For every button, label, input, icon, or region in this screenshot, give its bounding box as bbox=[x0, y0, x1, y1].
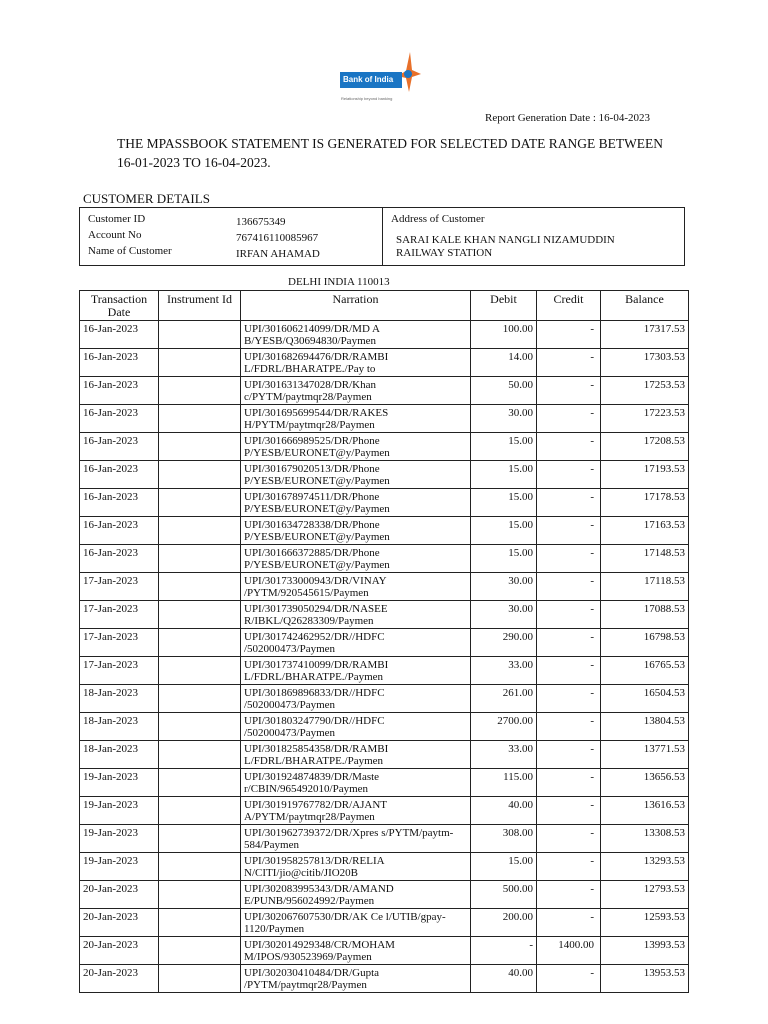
header-narration: Narration bbox=[241, 291, 471, 321]
table-row bbox=[80, 321, 689, 349]
credit: - bbox=[537, 657, 601, 685]
transaction-date: 17-Jan-2023 bbox=[80, 601, 159, 629]
narration-line-1: UPI/302014929348/CR/MOHAM bbox=[244, 939, 395, 951]
table-header-row bbox=[80, 291, 689, 321]
narration-line-1: UPI/301695699544/DR/RAKES bbox=[244, 407, 389, 419]
credit: - bbox=[537, 377, 601, 405]
bank-logo bbox=[340, 46, 424, 112]
instrument-id bbox=[159, 573, 241, 601]
narration-line-2: 1120/Paymen bbox=[244, 923, 305, 935]
debit: 40.00 bbox=[471, 797, 537, 825]
credit: - bbox=[537, 741, 601, 769]
narration bbox=[241, 601, 471, 629]
debit: 33.00 bbox=[471, 657, 537, 685]
debit: 290.00 bbox=[471, 629, 537, 657]
customer-name-label: Name of Customer bbox=[88, 245, 172, 257]
table-row bbox=[80, 517, 689, 545]
credit: - bbox=[537, 965, 601, 993]
credit: - bbox=[537, 601, 601, 629]
instrument-id bbox=[159, 657, 241, 685]
narration bbox=[241, 405, 471, 433]
table-row bbox=[80, 769, 689, 797]
transaction-date: 16-Jan-2023 bbox=[80, 377, 159, 405]
narration bbox=[241, 825, 471, 853]
header-instrument-id: Instrument Id bbox=[159, 291, 241, 321]
customer-id-label: Customer ID bbox=[88, 213, 146, 225]
customer-details-heading: CUSTOMER DETAILS bbox=[83, 191, 210, 206]
narration-line-1: UPI/301825854358/DR/RAMBI bbox=[244, 743, 389, 755]
instrument-id bbox=[159, 713, 241, 741]
balance: 13308.53 bbox=[601, 825, 689, 853]
table-row bbox=[80, 573, 689, 601]
narration bbox=[241, 937, 471, 965]
balance: 17303.53 bbox=[601, 349, 689, 377]
balance: 13804.53 bbox=[601, 713, 689, 741]
transaction-date: 19-Jan-2023 bbox=[80, 853, 159, 881]
debit: 30.00 bbox=[471, 573, 537, 601]
credit: - bbox=[537, 769, 601, 797]
balance: 13616.53 bbox=[601, 797, 689, 825]
credit: - bbox=[537, 629, 601, 657]
narration-line-2: L/FDRL/BHARATPE./Pay to bbox=[244, 363, 376, 375]
table-row bbox=[80, 657, 689, 685]
narration bbox=[241, 853, 471, 881]
credit: - bbox=[537, 881, 601, 909]
narration-line-2: /PYTM/paytmqr28/Paymen bbox=[244, 979, 367, 991]
credit: - bbox=[537, 349, 601, 377]
transaction-date: 16-Jan-2023 bbox=[80, 517, 159, 545]
balance: 17317.53 bbox=[601, 321, 689, 349]
narration-line-2: P/YESB/EURONET@y/Paymen bbox=[244, 531, 390, 543]
logo-wordmark: Bank of India bbox=[340, 72, 402, 88]
narration-line-1: UPI/302083995343/DR/AMAND bbox=[244, 883, 394, 895]
table-row bbox=[80, 937, 689, 965]
balance: 17088.53 bbox=[601, 601, 689, 629]
transaction-date: 17-Jan-2023 bbox=[80, 629, 159, 657]
balance: 17163.53 bbox=[601, 517, 689, 545]
balance: 17253.53 bbox=[601, 377, 689, 405]
debit: 308.00 bbox=[471, 825, 537, 853]
address-line-1: SARAI KALE KHAN NANGLI NIZAMUDDIN bbox=[396, 234, 615, 246]
narration-line-2: N/CITI/jio@citib/JIO20B bbox=[244, 867, 359, 879]
debit: 15.00 bbox=[471, 461, 537, 489]
table-row bbox=[80, 489, 689, 517]
narration-line-1: UPI/301803247790/DR//HDFC bbox=[244, 715, 385, 727]
header-transaction-date bbox=[80, 291, 159, 321]
address-label: Address of Customer bbox=[391, 213, 485, 225]
narration bbox=[241, 629, 471, 657]
header-date-line-2: Date bbox=[107, 305, 131, 319]
transaction-date: 16-Jan-2023 bbox=[80, 489, 159, 517]
transaction-date: 18-Jan-2023 bbox=[80, 741, 159, 769]
instrument-id bbox=[159, 909, 241, 937]
instrument-id bbox=[159, 349, 241, 377]
balance: 17148.53 bbox=[601, 545, 689, 573]
debit: 30.00 bbox=[471, 405, 537, 433]
narration bbox=[241, 769, 471, 797]
narration-line-2: 584/Paymen bbox=[244, 839, 299, 851]
debit: 2700.00 bbox=[471, 713, 537, 741]
transaction-date: 18-Jan-2023 bbox=[80, 713, 159, 741]
narration-line-1: UPI/301733000943/DR/VINAY bbox=[244, 575, 387, 587]
debit: 30.00 bbox=[471, 601, 537, 629]
narration-line-2: r/CBIN/965492010/Paymen bbox=[244, 783, 369, 795]
instrument-id bbox=[159, 825, 241, 853]
narration-line-1: UPI/301666372885/DR/Phone bbox=[244, 547, 380, 559]
narration-line-2: P/YESB/EURONET@y/Paymen bbox=[244, 447, 390, 459]
narration bbox=[241, 517, 471, 545]
address-value bbox=[396, 234, 615, 260]
narration-line-2: /502000473/Paymen bbox=[244, 643, 336, 655]
transaction-date: 16-Jan-2023 bbox=[80, 461, 159, 489]
narration bbox=[241, 713, 471, 741]
credit: - bbox=[537, 825, 601, 853]
balance: 17193.53 bbox=[601, 461, 689, 489]
narration-line-2: c/PYTM/paytmqr28/Paymen bbox=[244, 391, 372, 403]
debit: 115.00 bbox=[471, 769, 537, 797]
narration-line-1: UPI/301962739372/DR/Xpres s/PYTM/paytm- bbox=[244, 827, 454, 839]
customer-name-value: IRFAN AHAMAD bbox=[236, 248, 320, 260]
account-no-label: Account No bbox=[88, 229, 142, 241]
instrument-id bbox=[159, 629, 241, 657]
account-no-value: 767416110085967 bbox=[236, 232, 319, 244]
table-row bbox=[80, 461, 689, 489]
balance: 13293.53 bbox=[601, 853, 689, 881]
balance: 13953.53 bbox=[601, 965, 689, 993]
transaction-date: 17-Jan-2023 bbox=[80, 573, 159, 601]
instrument-id bbox=[159, 433, 241, 461]
narration-line-1: UPI/301631347028/DR/Khan bbox=[244, 379, 376, 391]
narration bbox=[241, 741, 471, 769]
balance: 17118.53 bbox=[601, 573, 689, 601]
balance: 13993.53 bbox=[601, 937, 689, 965]
narration-line-2: L/FDRL/BHARATPE./Paymen bbox=[244, 755, 384, 767]
narration-line-2: B/YESB/Q30694830/Paymen bbox=[244, 335, 377, 347]
narration bbox=[241, 909, 471, 937]
narration-line-2: /502000473/Paymen bbox=[244, 727, 336, 739]
header-date-line-1: Transaction bbox=[90, 292, 148, 306]
header-debit: Debit bbox=[471, 291, 537, 321]
narration bbox=[241, 965, 471, 993]
address-line-2: RAILWAY STATION bbox=[396, 247, 493, 259]
instrument-id bbox=[159, 377, 241, 405]
instrument-id bbox=[159, 797, 241, 825]
table-row bbox=[80, 405, 689, 433]
table-row bbox=[80, 909, 689, 937]
narration-line-2: /502000473/Paymen bbox=[244, 699, 336, 711]
transaction-date: 16-Jan-2023 bbox=[80, 433, 159, 461]
narration-line-1: UPI/302030410484/DR/Gupta bbox=[244, 967, 380, 979]
narration bbox=[241, 881, 471, 909]
credit: - bbox=[537, 573, 601, 601]
narration-line-2: P/YESB/EURONET@y/Paymen bbox=[244, 559, 390, 571]
narration-line-2: L/FDRL/BHARATPE./Paymen bbox=[244, 671, 384, 683]
instrument-id bbox=[159, 685, 241, 713]
narration-line-1: UPI/301678974511/DR/Phone bbox=[244, 491, 380, 503]
table-row bbox=[80, 965, 689, 993]
balance: 16765.53 bbox=[601, 657, 689, 685]
instrument-id bbox=[159, 601, 241, 629]
narration bbox=[241, 545, 471, 573]
address-city: DELHI INDIA 110013 bbox=[288, 276, 390, 288]
narration bbox=[241, 657, 471, 685]
table-row bbox=[80, 713, 689, 741]
narration-line-1: UPI/301634728338/DR/Phone bbox=[244, 519, 380, 531]
debit: 15.00 bbox=[471, 489, 537, 517]
transaction-date: 18-Jan-2023 bbox=[80, 685, 159, 713]
instrument-id bbox=[159, 965, 241, 993]
narration-line-1: UPI/301919767782/DR/AJANT bbox=[244, 799, 388, 811]
instrument-id bbox=[159, 545, 241, 573]
transaction-date: 20-Jan-2023 bbox=[80, 937, 159, 965]
debit: 15.00 bbox=[471, 517, 537, 545]
table-row bbox=[80, 601, 689, 629]
balance: 17178.53 bbox=[601, 489, 689, 517]
narration bbox=[241, 685, 471, 713]
transaction-date: 20-Jan-2023 bbox=[80, 965, 159, 993]
instrument-id bbox=[159, 489, 241, 517]
instrument-id bbox=[159, 321, 241, 349]
debit: 500.00 bbox=[471, 881, 537, 909]
statement-title bbox=[117, 134, 677, 172]
debit: 14.00 bbox=[471, 349, 537, 377]
narration bbox=[241, 573, 471, 601]
transaction-date: 17-Jan-2023 bbox=[80, 657, 159, 685]
balance: 12593.53 bbox=[601, 909, 689, 937]
table-row bbox=[80, 545, 689, 573]
transaction-date: 20-Jan-2023 bbox=[80, 881, 159, 909]
credit: - bbox=[537, 685, 601, 713]
narration-line-2: M/IPOS/930523969/Paymen bbox=[244, 951, 372, 963]
narration-line-1: UPI/301737410099/DR/RAMBI bbox=[244, 659, 389, 671]
transactions-table bbox=[79, 290, 689, 993]
divider bbox=[382, 208, 383, 265]
balance: 16798.53 bbox=[601, 629, 689, 657]
narration bbox=[241, 433, 471, 461]
narration-line-2: P/YESB/EURONET@y/Paymen bbox=[244, 475, 390, 487]
transaction-date: 19-Jan-2023 bbox=[80, 797, 159, 825]
instrument-id bbox=[159, 769, 241, 797]
narration-line-2: A/PYTM/paytmqr28/Paymen bbox=[244, 811, 375, 823]
instrument-id bbox=[159, 517, 241, 545]
table-row bbox=[80, 741, 689, 769]
debit: 33.00 bbox=[471, 741, 537, 769]
narration-line-2: E/PUNB/956024992/Paymen bbox=[244, 895, 375, 907]
narration-line-2: R/IBKL/Q26283309/Paymen bbox=[244, 615, 374, 627]
debit: 15.00 bbox=[471, 545, 537, 573]
table-row bbox=[80, 349, 689, 377]
instrument-id bbox=[159, 937, 241, 965]
credit: - bbox=[537, 853, 601, 881]
balance: 16504.53 bbox=[601, 685, 689, 713]
instrument-id bbox=[159, 881, 241, 909]
narration-line-1: UPI/301869896833/DR//HDFC bbox=[244, 687, 385, 699]
credit: 1400.00 bbox=[537, 937, 601, 965]
narration bbox=[241, 321, 471, 349]
title-line-1: THE MPASSBOOK STATEMENT IS GENERATED FOR SELECTED DATE RANGE BETWEEN bbox=[117, 136, 664, 151]
balance: 17223.53 bbox=[601, 405, 689, 433]
table-row bbox=[80, 825, 689, 853]
instrument-id bbox=[159, 741, 241, 769]
header-credit: Credit bbox=[537, 291, 601, 321]
narration-line-1: UPI/301679020513/DR/Phone bbox=[244, 463, 380, 475]
header-balance: Balance bbox=[601, 291, 689, 321]
instrument-id bbox=[159, 853, 241, 881]
title-line-2: 16-01-2023 TO 16-04-2023. bbox=[117, 155, 271, 170]
narration-line-1: UPI/301742462952/DR//HDFC bbox=[244, 631, 385, 643]
debit: 261.00 bbox=[471, 685, 537, 713]
transaction-date: 19-Jan-2023 bbox=[80, 825, 159, 853]
credit: - bbox=[537, 405, 601, 433]
transaction-date: 20-Jan-2023 bbox=[80, 909, 159, 937]
transaction-date: 16-Jan-2023 bbox=[80, 321, 159, 349]
report-generation-date: Report Generation Date : 16-04-2023 bbox=[485, 112, 650, 124]
balance: 12793.53 bbox=[601, 881, 689, 909]
transaction-date: 16-Jan-2023 bbox=[80, 405, 159, 433]
debit: 100.00 bbox=[471, 321, 537, 349]
debit: 15.00 bbox=[471, 433, 537, 461]
credit: - bbox=[537, 909, 601, 937]
narration bbox=[241, 377, 471, 405]
debit: 200.00 bbox=[471, 909, 537, 937]
instrument-id bbox=[159, 405, 241, 433]
transaction-date: 19-Jan-2023 bbox=[80, 769, 159, 797]
customer-id-value: 136675349 bbox=[236, 216, 286, 228]
table-row bbox=[80, 377, 689, 405]
narration bbox=[241, 489, 471, 517]
narration-line-2: H/PYTM/paytmqr28/Paymen bbox=[244, 419, 375, 431]
narration-line-1: UPI/301924874839/DR/Maste bbox=[244, 771, 380, 783]
credit: - bbox=[537, 797, 601, 825]
balance: 13656.53 bbox=[601, 769, 689, 797]
credit: - bbox=[537, 321, 601, 349]
narration-line-1: UPI/301606214099/DR/MD A bbox=[244, 323, 380, 335]
instrument-id bbox=[159, 461, 241, 489]
credit: - bbox=[537, 461, 601, 489]
narration-line-2: P/YESB/EURONET@y/Paymen bbox=[244, 503, 390, 515]
transaction-date: 16-Jan-2023 bbox=[80, 349, 159, 377]
narration bbox=[241, 461, 471, 489]
narration bbox=[241, 349, 471, 377]
balance: 17208.53 bbox=[601, 433, 689, 461]
debit: 50.00 bbox=[471, 377, 537, 405]
transaction-date: 16-Jan-2023 bbox=[80, 545, 159, 573]
credit: - bbox=[537, 545, 601, 573]
table-row bbox=[80, 685, 689, 713]
logo-tagline: Relationship beyond banking bbox=[341, 96, 393, 101]
balance: 13771.53 bbox=[601, 741, 689, 769]
narration-line-1: UPI/302067607530/DR/AK Ce l/UTIB/gpay- bbox=[244, 911, 446, 923]
narration-line-1: UPI/301682694476/DR/RAMBI bbox=[244, 351, 389, 363]
table-row bbox=[80, 433, 689, 461]
debit: 40.00 bbox=[471, 965, 537, 993]
debit: - bbox=[471, 937, 537, 965]
credit: - bbox=[537, 517, 601, 545]
table-row bbox=[80, 881, 689, 909]
debit: 15.00 bbox=[471, 853, 537, 881]
narration-line-1: UPI/301739050294/DR/NASEE bbox=[244, 603, 388, 615]
narration-line-1: UPI/301958257813/DR/RELIA bbox=[244, 855, 385, 867]
credit: - bbox=[537, 489, 601, 517]
credit: - bbox=[537, 433, 601, 461]
credit: - bbox=[537, 713, 601, 741]
narration bbox=[241, 797, 471, 825]
narration-line-2: /PYTM/920545615/Paymen bbox=[244, 587, 369, 599]
narration-line-1: UPI/301666989525/DR/Phone bbox=[244, 435, 380, 447]
table-row bbox=[80, 797, 689, 825]
table-row bbox=[80, 629, 689, 657]
table-row bbox=[80, 853, 689, 881]
customer-details-box bbox=[79, 207, 685, 266]
